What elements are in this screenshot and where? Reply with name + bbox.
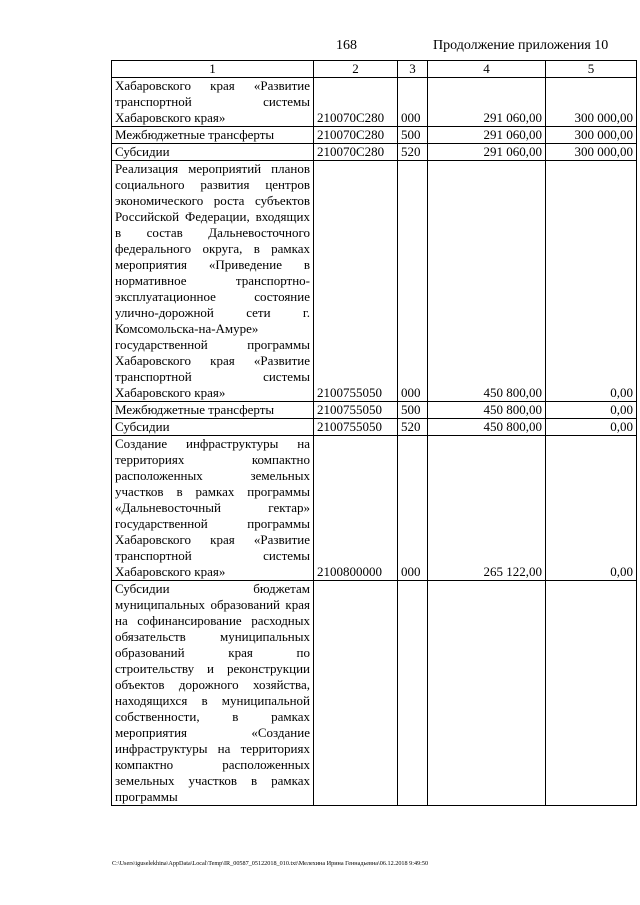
row-sum-1: 291 060,00 xyxy=(428,144,546,161)
row-sum-2: 300 000,00 xyxy=(546,78,637,127)
column-header: 2 xyxy=(314,61,398,78)
row-vr: 000 xyxy=(398,78,428,127)
column-header: 4 xyxy=(428,61,546,78)
row-code xyxy=(314,581,398,806)
table-row xyxy=(112,78,637,127)
column-header: 3 xyxy=(398,61,428,78)
row-sum-2: 0,00 xyxy=(546,161,637,402)
row-name: Реализация мероприятий планов социального развития центров экономического роста субъектов Российской Федерации, входящих в состав Дальневосточного федерального округа, в рамках мероприятия «Приведение в нормативное транспортно-эксплуатационное состояние улично-дорожной сети г. Комсомольска-на-Амуре» государственной программы Хабаровского края «Развитие транспортной системы Хабаровского края» xyxy=(112,161,314,402)
row-sum-1: 291 060,00 xyxy=(428,78,546,127)
row-sum-2: 300 000,00 xyxy=(546,144,637,161)
file-path-footer: C:\Users\iguselekhina\AppData\Local\Temp\IR_00587_05122018_010.txt\Мелехина Ирина Геннадьевна\06.12.2018 9:49:50 xyxy=(112,860,429,867)
row-sum-1: 450 800,00 xyxy=(428,402,546,419)
row-code: 2100755050 xyxy=(314,419,398,436)
table-row xyxy=(112,161,637,402)
row-vr: 500 xyxy=(398,402,428,419)
row-code: 210070С280 xyxy=(314,78,398,127)
row-sum-2 xyxy=(546,581,637,806)
row-sum-2: 300 000,00 xyxy=(546,127,637,144)
row-name: Субсидии xyxy=(112,419,314,436)
row-code: 2100800000 xyxy=(314,436,398,581)
row-vr: 000 xyxy=(398,436,428,581)
table-row xyxy=(112,419,637,436)
row-code: 2100755050 xyxy=(314,161,398,402)
row-name: Субсидии xyxy=(112,144,314,161)
row-name: Хабаровского края «Развитие транспортной системы Хабаровского края» xyxy=(112,78,314,127)
row-name: Субсидии бюджетам муниципальных образований края на софинансирование расходных обязательств муниципальных образований края по строительству и реконструкции объектов дорожного хозяйства, находящихся в муниципальной собственности, в рамках мероприятия «Создание инфраструктуры на территориях компактно расположенных земельных участков в рамках программы xyxy=(112,581,314,806)
table-row xyxy=(112,436,637,581)
row-vr: 000 xyxy=(398,161,428,402)
row-sum-2: 0,00 xyxy=(546,402,637,419)
row-sum-2: 0,00 xyxy=(546,436,637,581)
row-sum-1: 265 122,00 xyxy=(428,436,546,581)
row-sum-1: 450 800,00 xyxy=(428,419,546,436)
row-name: Межбюджетные трансферты xyxy=(112,127,314,144)
table-header-row xyxy=(112,61,637,78)
table-row xyxy=(112,127,637,144)
row-vr: 500 xyxy=(398,127,428,144)
column-header: 5 xyxy=(546,61,637,78)
table-row xyxy=(112,402,637,419)
budget-table xyxy=(111,60,637,806)
table-row xyxy=(112,581,637,806)
row-vr: 520 xyxy=(398,144,428,161)
row-vr: 520 xyxy=(398,419,428,436)
row-code: 2100755050 xyxy=(314,402,398,419)
column-header: 1 xyxy=(112,61,314,78)
continuation-label: Продолжение приложения 10 xyxy=(433,38,609,53)
row-sum-1: 291 060,00 xyxy=(428,127,546,144)
row-name: Создание инфраструктуры на территориях компактно расположенных земельных участков в рамках программы «Дальневосточный гектар» государственной программы Хабаровского края «Развитие транспортной системы Хабаровского края» xyxy=(112,436,314,581)
row-code: 210070С280 xyxy=(314,144,398,161)
page-number: 168 xyxy=(336,38,357,53)
row-sum-1 xyxy=(428,581,546,806)
row-vr xyxy=(398,581,428,806)
row-sum-1: 450 800,00 xyxy=(428,161,546,402)
row-code: 210070С280 xyxy=(314,127,398,144)
row-sum-2: 0,00 xyxy=(546,419,637,436)
table-row xyxy=(112,144,637,161)
row-name: Межбюджетные трансферты xyxy=(112,402,314,419)
